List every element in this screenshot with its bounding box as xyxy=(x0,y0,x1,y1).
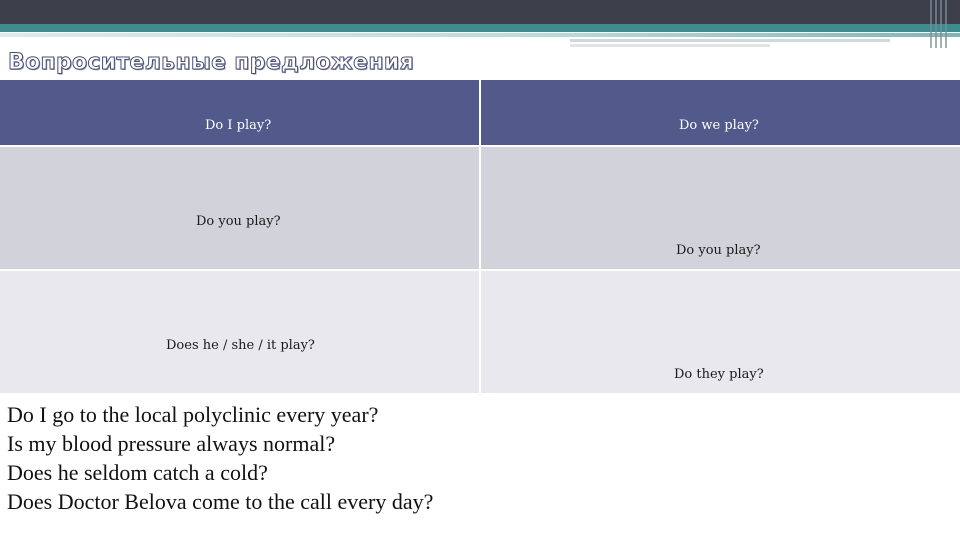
cell-text: Do you play? xyxy=(676,243,761,258)
sentence-item: Does Doctor Belova come to the call every day? xyxy=(7,489,434,514)
cell-text: Does he / she / it play? xyxy=(166,338,315,353)
slide-teal-band xyxy=(0,24,960,32)
table-cell-row2-right xyxy=(481,271,960,393)
decorative-line xyxy=(570,39,890,42)
sentence-item: Does he seldom catch a cold? xyxy=(7,460,268,485)
decorative-bar xyxy=(935,0,937,48)
cell-text: Do they play? xyxy=(674,367,764,382)
decorative-bar xyxy=(945,0,947,48)
table-cell-row1-left xyxy=(0,147,479,269)
decorative-line xyxy=(0,33,960,37)
cell-text: Do you play? xyxy=(196,214,281,229)
slide-top-bar xyxy=(0,0,960,24)
cell-text: Do I play? xyxy=(205,118,272,133)
conjugation-table xyxy=(0,80,960,393)
table-header-cell-right xyxy=(481,80,960,145)
cell-text: Do we play? xyxy=(679,118,759,133)
example-sentences xyxy=(7,400,433,516)
decorative-bars xyxy=(930,0,952,48)
table-cell-row2-left xyxy=(0,271,479,393)
sentence-item: Do I go to the local polyclinic every year? xyxy=(7,402,379,427)
table-header-cell-left xyxy=(0,80,479,145)
decorative-line xyxy=(570,44,770,47)
sentence-item: Is my blood pressure always normal? xyxy=(7,431,336,456)
slide-title: Вопросительные предложения xyxy=(8,50,414,75)
decorative-bar xyxy=(940,0,942,48)
table-cell-row1-right xyxy=(481,147,960,269)
decorative-bar xyxy=(930,0,932,48)
